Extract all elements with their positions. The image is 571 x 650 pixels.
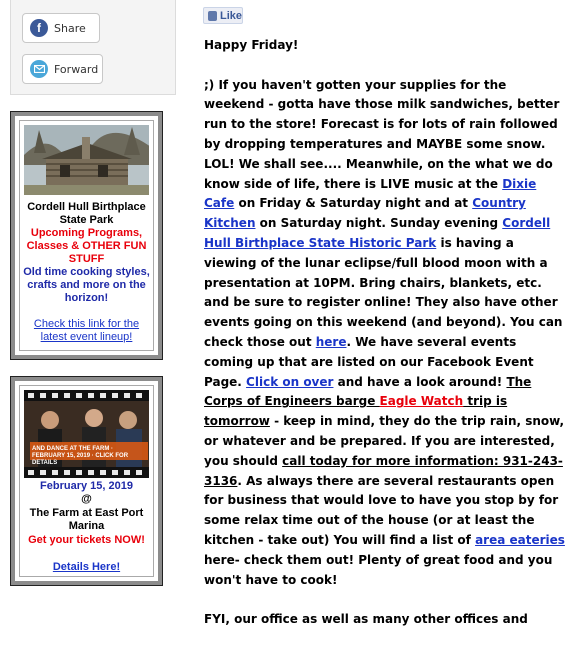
thumbs-up-icon bbox=[208, 11, 217, 21]
text: and have a look around! bbox=[333, 374, 507, 389]
email-icon bbox=[30, 60, 48, 78]
country-kitchen-link[interactable]: Country Kitchen bbox=[204, 196, 526, 231]
call-phone-text: call today for more information: 931-243-3136 bbox=[204, 453, 563, 488]
click-on-over-link[interactable]: Click on over bbox=[246, 374, 334, 389]
greeting: Happy Friday! bbox=[204, 38, 299, 52]
ad-at: @ bbox=[81, 493, 92, 505]
ad-tickets: Get your tickets NOW! bbox=[28, 534, 145, 546]
like-label: Like bbox=[219, 9, 242, 22]
ad-frame bbox=[19, 385, 154, 577]
newsletter-article bbox=[204, 36, 566, 650]
banner-text: AND DANCE AT THE FARM · FEBRUARY 15, 2019 · CLICK FOR DETAILS bbox=[32, 446, 129, 466]
ad-upcoming: Upcoming Programs, Classes & OTHER FUN STUFF bbox=[26, 227, 147, 265]
log-cabin-image bbox=[24, 125, 149, 195]
forward-button[interactable] bbox=[22, 54, 103, 84]
ad-title: Cordell Hull Birthplace State Park bbox=[27, 201, 146, 226]
area-eateries-link[interactable]: area eateries bbox=[475, 532, 565, 547]
forward-label: Forward bbox=[54, 62, 99, 76]
article-paragraph-2: FYI, our office as well as many other offices and bbox=[204, 612, 528, 627]
here-link[interactable]: here bbox=[315, 334, 347, 349]
eagle-watch-text: Eagle Watch bbox=[379, 394, 464, 409]
ad-frame bbox=[19, 120, 154, 351]
ad-venue: The Farm at East Port Marina bbox=[29, 507, 144, 532]
share-label: Share bbox=[54, 21, 86, 35]
share-button[interactable] bbox=[22, 13, 100, 43]
text: ;) If you haven't gotten your supplies for the weekend - gotta have those milk sandwiches, better run to the store! Forecast is for lots of rain followed by dropping temperatures and MAYBE some snow. LOL! We shall see.... Meanwhile, on the what we do know side of life, there is LIVE music at the bbox=[204, 77, 560, 191]
share-panel bbox=[10, 0, 176, 95]
farm-dance-ad[interactable] bbox=[10, 376, 163, 586]
text: . As always there are several restaurants open for business that would love to have you stop by for some relax time out of the house (or at least the kitchen - take out) You will find a list of bbox=[204, 473, 559, 547]
article-paragraph bbox=[204, 76, 566, 591]
facebook-like-button[interactable] bbox=[203, 7, 243, 24]
text: is having a viewing of the lunar eclipse/full blood moon with a presentation at 10PM. Bring chairs, blankets, etc. and be sure to register online! They also have other events going on this weekend (and beyond). You can check those out bbox=[204, 235, 563, 349]
ad-description: Old time cooking styles, crafts and more on the horizon! bbox=[23, 266, 150, 304]
facebook-icon: f bbox=[30, 19, 48, 37]
film-strip-image bbox=[24, 390, 149, 478]
dixie-cafe-link[interactable]: Dixie Cafe bbox=[204, 176, 537, 211]
text: - keep in mind, they do the trip rain, snow, or whatever and be prepared. If you are interested, you should bbox=[204, 414, 565, 468]
corps-text: The Corps of Engineers barge bbox=[204, 374, 532, 409]
text: on Saturday night. Sunday evening bbox=[255, 216, 503, 231]
trip-tomorrow-text: trip is tomorrow bbox=[204, 394, 508, 429]
cordell-hull-link[interactable]: Cordell Hull Birthplace State Historic Park bbox=[204, 216, 551, 250]
text: on Friday & Saturday night and at bbox=[234, 196, 473, 211]
text: here- check them out! Plenty of great food and you won't have to cook! bbox=[204, 552, 553, 587]
ad-event-link[interactable]: Check this link for the latest event lineup! bbox=[33, 318, 140, 343]
ad-details-link[interactable]: Details Here! bbox=[52, 561, 121, 573]
text: . We have several events coming up that are listed on our Facebook Event Page. bbox=[204, 334, 534, 389]
ad-date: February 15, 2019 bbox=[40, 480, 133, 492]
cordell-hull-ad[interactable] bbox=[10, 111, 163, 360]
